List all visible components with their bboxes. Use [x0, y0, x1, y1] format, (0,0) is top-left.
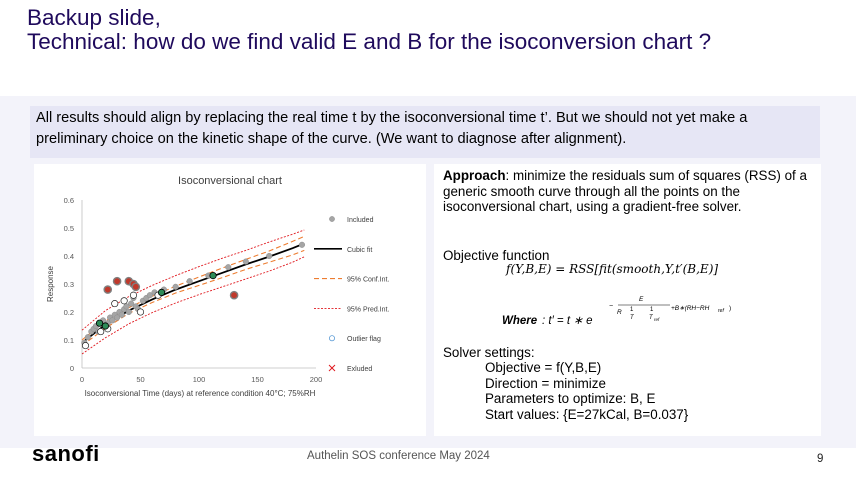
- y-tick-label: 0.3: [63, 280, 74, 289]
- conf-int-upper: [82, 236, 304, 340]
- legend-label: 95% Conf.Int.: [347, 276, 390, 284]
- page-number: 9: [817, 453, 824, 465]
- legend-excluded-marker: [329, 365, 335, 371]
- outlier-point: [130, 292, 136, 298]
- y-axis-label: Response: [46, 265, 55, 303]
- legend-label: Cubic fit: [347, 246, 373, 254]
- objective-formula: f(Y,B,E) = RSS[fit(smooth,Y,t′(B,E)]: [506, 262, 719, 276]
- x-axis-label: Isoconversional Time (days) at reference condition 40°C; 75%RH: [84, 389, 316, 398]
- solver-item-start-values: Start values: {E=27kCal, B=0.037}: [485, 406, 689, 422]
- included-point: [243, 259, 249, 265]
- solver-item-objective: Objective = f(Y,B,E): [485, 360, 602, 375]
- approach-body: : minimize the residuals sum of squares (RSS) of a generic smooth curve through all the points on the isoconversional chart, using a gradient-free solver.: [443, 168, 807, 214]
- y-tick-label: 0.2: [63, 308, 74, 317]
- included-point: [187, 278, 193, 284]
- outlier-point: [137, 309, 143, 315]
- intro-text: All results should align by replacing the real time t by the isoconversional time t’. But we should not yet make a preliminary choice on the kinetic shape of the curve. (We want to diagnose after alignment).: [36, 110, 748, 147]
- sanofi-logo: sanofi: [32, 441, 100, 466]
- solver-settings-list: [485, 360, 688, 422]
- chart-panel: [34, 164, 426, 436]
- highlight-red-point: [231, 292, 238, 299]
- outlier-point: [112, 300, 118, 306]
- included-point: [173, 284, 179, 290]
- legend-label: Included: [347, 217, 374, 224]
- where-formula: [500, 290, 800, 334]
- legend-included-marker: [329, 216, 334, 221]
- exp-Tref: T: [649, 315, 653, 321]
- y-tick-label: 0.5: [63, 224, 74, 233]
- included-point: [266, 253, 272, 259]
- intro-box: [30, 106, 820, 158]
- exp-tail-close: ): [729, 305, 732, 312]
- approach-label: Approach: [443, 168, 506, 183]
- exp-tail-ref: ref: [718, 308, 724, 314]
- highlight-green-point: [210, 272, 216, 278]
- exp-ref: ref: [654, 317, 660, 322]
- solver-item-direction: Direction = minimize: [485, 375, 606, 391]
- exp-one-b: 1: [650, 307, 654, 313]
- chart-title: Isoconversional chart: [178, 175, 282, 187]
- highlight-green-point: [96, 320, 102, 326]
- exp-E: E: [639, 296, 644, 303]
- where-lhs: : t′ = t ∗ e: [542, 315, 593, 327]
- legend-label: Outlier flag: [347, 336, 381, 344]
- included-point: [299, 242, 305, 248]
- y-tick-label: 0.6: [63, 196, 74, 205]
- exp-minus: −: [609, 303, 614, 310]
- included-point: [119, 312, 125, 318]
- y-tick-label: 0: [69, 364, 74, 373]
- where-label: Where: [502, 315, 538, 327]
- x-tick-label: 50: [136, 375, 145, 384]
- x-tick-label: 150: [251, 375, 264, 384]
- exp-T: T: [630, 315, 634, 321]
- exp-tail: +B∗(RH−RH: [671, 305, 710, 312]
- outlier-point: [98, 328, 104, 334]
- legend-label: 95% Pred.Int.: [347, 306, 390, 314]
- included-point: [126, 309, 132, 315]
- legend-label: Exluded: [347, 366, 373, 373]
- legend-outlier-marker: [329, 336, 334, 341]
- highlight-red-point: [132, 283, 139, 290]
- highlight-green-point: [158, 289, 164, 295]
- y-tick-label: 0.1: [63, 336, 74, 345]
- highlight-red-point: [114, 278, 121, 285]
- x-tick-label: 200: [309, 375, 323, 384]
- slide-title: Backup slide, Technical: how do we find valid E and B for the isoconversion chart ?: [27, 5, 712, 54]
- conf-int-lower: [82, 250, 304, 345]
- x-tick-label: 0: [79, 375, 85, 384]
- included-point: [85, 334, 91, 340]
- highlight-green-point: [102, 323, 108, 329]
- objective-label: Objective function: [443, 248, 550, 263]
- footer-conference: Authelin SOS conference May 2024: [307, 450, 490, 462]
- approach-text: [443, 168, 811, 215]
- outlier-point: [82, 342, 88, 348]
- outlier-point: [121, 298, 127, 304]
- solver-item-parameters: Parameters to optimize: B, E: [485, 391, 656, 406]
- exp-one-a: 1: [630, 307, 634, 313]
- highlight-red-point: [104, 286, 111, 293]
- x-tick-label: 100: [192, 375, 206, 384]
- exp-R: R: [617, 309, 622, 316]
- solver-label: Solver settings:: [443, 345, 535, 360]
- isoconversional-chart: [34, 164, 426, 436]
- approach-panel: [434, 164, 821, 436]
- y-tick-label: 0.4: [63, 252, 74, 261]
- included-point: [225, 264, 231, 270]
